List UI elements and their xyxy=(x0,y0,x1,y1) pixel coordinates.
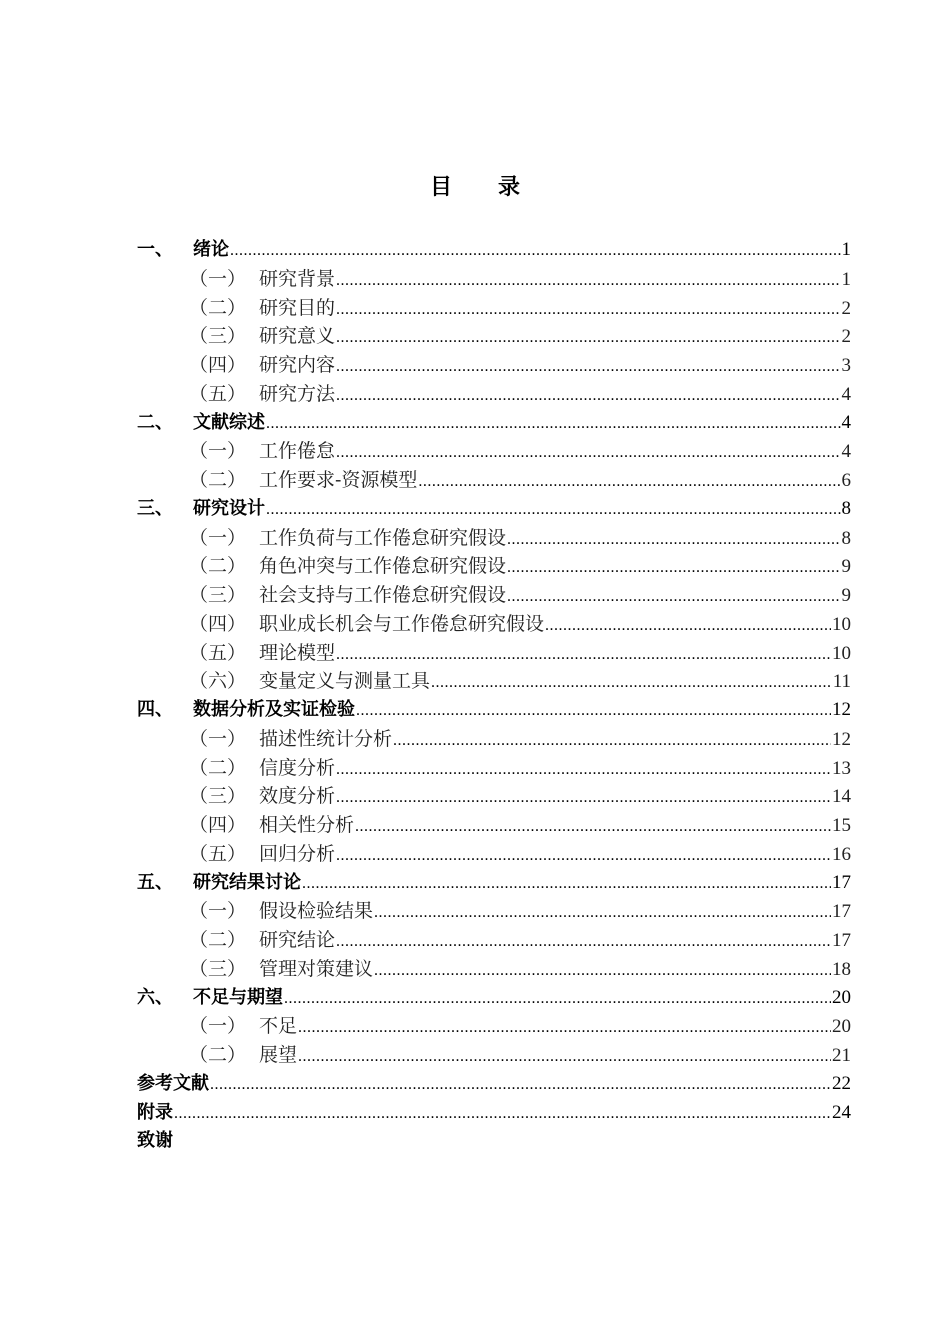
toc-page-number: 10 xyxy=(832,613,851,635)
toc-page-number: 9 xyxy=(841,556,851,578)
toc-section-entry[interactable] xyxy=(137,351,851,380)
toc-page-number: 4 xyxy=(841,383,851,405)
toc-entry-number: （一） xyxy=(189,267,247,290)
toc-leader-dots xyxy=(230,237,841,265)
toc-entry-number: （三） xyxy=(189,957,247,980)
toc-chapter-entry[interactable] xyxy=(137,409,851,438)
toc-entry-title: 信度分析 xyxy=(259,756,336,779)
toc-page-number: 17 xyxy=(832,930,851,951)
toc-entry-number: 三、 xyxy=(137,497,173,519)
toc-entry-title: 致谢 xyxy=(137,1130,173,1152)
toc-chapter-entry[interactable] xyxy=(137,236,851,265)
toc-leader-dots xyxy=(298,1043,831,1070)
toc-leader-dots xyxy=(336,267,840,294)
toc-leader-dots xyxy=(336,353,840,380)
toc-entry-title: 研究内容 xyxy=(259,354,336,376)
toc-leader-dots xyxy=(336,382,840,409)
toc-entry-number: 二、 xyxy=(137,411,173,433)
toc-entry-title: 工作倦怠 xyxy=(259,440,336,463)
toc-page-number: 12 xyxy=(832,728,851,750)
toc-page-number: 18 xyxy=(832,958,851,980)
toc-entry-number: （二） xyxy=(189,1044,247,1066)
toc-page-number: 15 xyxy=(832,815,851,836)
toc-page-number: 16 xyxy=(832,843,851,865)
toc-chapter-entry[interactable] xyxy=(137,1099,851,1128)
toc-entry-number: （四） xyxy=(189,814,247,836)
toc-leader-dots xyxy=(356,697,831,725)
toc-entry-number: （五） xyxy=(189,382,247,405)
toc-entry-title: 假设检验结果 xyxy=(259,900,374,923)
toc-entry-title: 参考文献 xyxy=(137,1072,209,1094)
toc-leader-dots xyxy=(431,669,832,696)
toc-section-entry[interactable] xyxy=(137,840,851,869)
toc-page-number: 2 xyxy=(841,326,851,348)
toc-section-entry[interactable] xyxy=(137,1041,851,1070)
toc-entry-title: 研究背景 xyxy=(259,267,336,290)
toc-section-entry[interactable] xyxy=(137,782,851,811)
toc-entry-title: 职业成长机会与工作倦怠研究假设 xyxy=(259,612,545,635)
toc-entry-number: （三） xyxy=(189,325,247,348)
toc-entry-title: 数据分析及实证检验 xyxy=(193,699,355,720)
toc-section-entry[interactable] xyxy=(137,897,851,926)
toc-entry-number: （二） xyxy=(189,929,247,951)
toc-page-number: 20 xyxy=(832,986,851,1008)
toc-section-entry[interactable] xyxy=(137,667,851,696)
toc-entry-title: 理论模型 xyxy=(259,641,336,664)
toc-entry-number: （一） xyxy=(189,440,247,463)
toc-entry-title: 研究结果讨论 xyxy=(193,871,301,893)
toc-entry-number: （五） xyxy=(189,842,247,865)
toc-page-number: 4 xyxy=(841,441,851,463)
toc-entry-title: 工作要求-资源模型 xyxy=(259,469,418,491)
toc-chapter-entry[interactable] xyxy=(137,1070,851,1099)
toc-entry-title: 工作负荷与工作倦怠研究假设 xyxy=(259,526,507,549)
toc-leader-dots xyxy=(336,324,840,351)
table-of-contents xyxy=(137,236,851,1156)
toc-page-number: 22 xyxy=(832,1072,851,1094)
toc-page-number: 8 xyxy=(841,497,851,519)
toc-leader-dots xyxy=(393,727,831,754)
toc-chapter-entry[interactable] xyxy=(137,1127,851,1156)
toc-leader-dots xyxy=(418,468,840,495)
toc-leader-dots xyxy=(507,554,840,581)
toc-page-number: 6 xyxy=(841,470,851,491)
toc-entry-title: 研究结论 xyxy=(259,929,336,951)
toc-page-number: 9 xyxy=(841,585,851,606)
toc-section-entry[interactable] xyxy=(137,265,851,294)
toc-entry-number: （二） xyxy=(189,296,247,319)
toc-entry-number: （三） xyxy=(189,785,247,808)
toc-page-number: 14 xyxy=(832,786,851,808)
toc-entry-number: （一） xyxy=(189,900,247,923)
toc-section-entry[interactable] xyxy=(137,926,851,955)
toc-leader-dots xyxy=(210,1071,831,1099)
toc-section-entry[interactable] xyxy=(137,725,851,754)
toc-page-number: 13 xyxy=(832,757,851,779)
toc-page-number: 17 xyxy=(832,871,851,893)
toc-section-entry[interactable] xyxy=(137,811,851,840)
toc-page-number: 21 xyxy=(832,1045,851,1066)
toc-entry-number: （三） xyxy=(189,584,247,606)
toc-leader-dots xyxy=(336,784,831,811)
toc-section-entry[interactable] xyxy=(137,955,851,984)
toc-entry-title: 研究意义 xyxy=(259,325,336,348)
toc-entry-title: 附录 xyxy=(137,1101,173,1123)
toc-leader-dots xyxy=(302,870,831,898)
toc-leader-dots xyxy=(284,985,831,1013)
toc-leader-dots xyxy=(507,526,840,553)
toc-page-number: 20 xyxy=(832,1016,851,1038)
toc-leader-dots xyxy=(355,813,831,840)
toc-entry-number: 六、 xyxy=(137,986,173,1008)
toc-entry-title: 研究方法 xyxy=(259,382,336,405)
toc-entry-number: 一、 xyxy=(137,239,173,260)
toc-entry-title: 文献综述 xyxy=(193,411,265,433)
toc-entry-number: 四、 xyxy=(137,699,173,720)
toc-leader-dots xyxy=(374,899,831,926)
toc-leader-dots xyxy=(336,641,831,668)
toc-entry-title: 绪论 xyxy=(193,239,229,260)
toc-page-number: 8 xyxy=(841,527,851,549)
toc-entry-number: 五、 xyxy=(137,871,173,893)
toc-entry-title: 相关性分析 xyxy=(259,814,355,836)
toc-chapter-entry[interactable] xyxy=(137,495,851,524)
toc-page-number: 1 xyxy=(841,268,851,290)
toc-page-number: 10 xyxy=(832,642,851,664)
toc-leader-dots xyxy=(266,496,841,524)
toc-entry-title: 社会支持与工作倦怠研究假设 xyxy=(259,584,507,606)
toc-chapter-entry[interactable] xyxy=(137,869,851,898)
toc-chapter-entry[interactable] xyxy=(137,984,851,1013)
toc-page-number: 2 xyxy=(841,297,851,319)
toc-entry-title: 研究目的 xyxy=(259,296,336,319)
toc-leader-dots xyxy=(174,1100,831,1128)
toc-page-number: 24 xyxy=(832,1101,851,1123)
toc-entry-title: 角色冲突与工作倦怠研究假设 xyxy=(259,555,507,578)
toc-page-number: 4 xyxy=(841,411,851,433)
toc-leader-dots xyxy=(298,1014,831,1041)
toc-page-number: 12 xyxy=(832,699,851,720)
toc-section-entry[interactable] xyxy=(137,437,851,466)
title-char-1: 目 xyxy=(429,175,452,200)
toc-chapter-entry[interactable] xyxy=(137,696,851,725)
toc-leader-dots xyxy=(545,612,831,639)
title-char-2: 录 xyxy=(498,175,521,200)
toc-entry-title: 管理对策建议 xyxy=(259,957,374,980)
toc-entry-title: 回归分析 xyxy=(259,842,336,865)
toc-entry-number: （五） xyxy=(189,641,247,664)
toc-entry-number: （一） xyxy=(189,1015,247,1038)
toc-section-entry[interactable] xyxy=(137,552,851,581)
toc-entry-title: 效度分析 xyxy=(259,785,336,808)
toc-entry-number: （二） xyxy=(189,756,247,779)
toc-page-number: 3 xyxy=(841,355,851,376)
toc-section-entry[interactable] xyxy=(137,754,851,783)
toc-section-entry[interactable] xyxy=(137,1012,851,1041)
toc-page-number: 11 xyxy=(832,671,851,693)
toc-entry-title: 描述性统计分析 xyxy=(259,727,393,750)
toc-entry-number: （四） xyxy=(189,354,247,376)
toc-leader-dots xyxy=(374,957,831,984)
toc-section-entry[interactable] xyxy=(137,466,851,495)
toc-section-entry[interactable] xyxy=(137,581,851,610)
toc-entry-number: （四） xyxy=(189,612,247,635)
toc-leader-dots xyxy=(266,410,841,438)
toc-leader-dots xyxy=(336,756,831,783)
toc-section-entry[interactable] xyxy=(137,524,851,553)
toc-entry-title: 不足 xyxy=(259,1015,298,1038)
toc-section-entry[interactable] xyxy=(137,294,851,323)
toc-page-number: 1 xyxy=(841,239,851,260)
toc-entry-title: 展望 xyxy=(259,1044,298,1066)
toc-page-number: 17 xyxy=(832,901,851,923)
toc-entry-title: 不足与期望 xyxy=(193,986,283,1008)
page-title xyxy=(0,170,950,201)
toc-leader-dots xyxy=(336,439,840,466)
toc-leader-dots xyxy=(336,928,831,955)
toc-section-entry[interactable] xyxy=(137,610,851,639)
toc-entry-number: （一） xyxy=(189,526,247,549)
toc-leader-dots xyxy=(336,842,831,869)
toc-entry-title: 变量定义与测量工具 xyxy=(259,670,431,693)
toc-leader-dots xyxy=(336,296,840,323)
toc-entry-number: （六） xyxy=(189,670,247,693)
toc-section-entry[interactable] xyxy=(137,322,851,351)
toc-section-entry[interactable] xyxy=(137,639,851,668)
toc-entry-number: （一） xyxy=(189,727,247,750)
toc-entry-number: （二） xyxy=(189,555,247,578)
toc-leader-dots xyxy=(507,583,840,610)
toc-entry-title: 研究设计 xyxy=(193,497,265,519)
toc-section-entry[interactable] xyxy=(137,380,851,409)
toc-entry-number: （二） xyxy=(189,469,247,491)
